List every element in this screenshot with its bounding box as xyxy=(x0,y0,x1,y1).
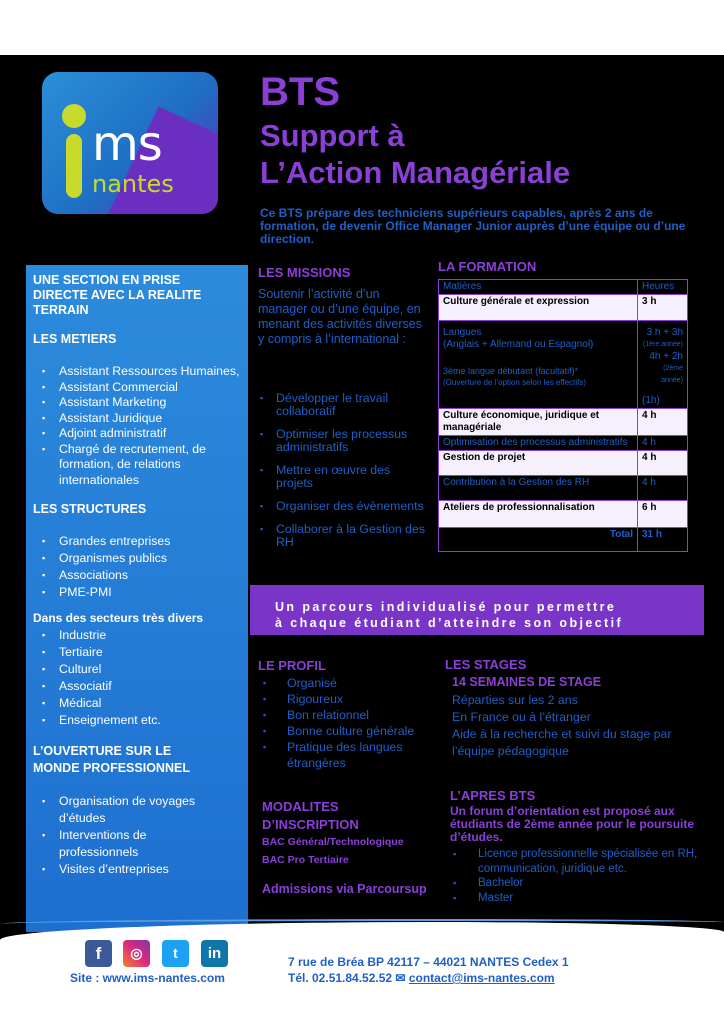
title-line3: L’Action Managériale xyxy=(260,155,571,190)
footer xyxy=(0,922,724,1000)
list-item: ▪ Culturel xyxy=(33,661,242,678)
cell-matiere xyxy=(439,321,638,409)
structures-list xyxy=(33,533,242,601)
list-item: ▪ Enseignement etc. xyxy=(33,712,242,729)
langues-s1: (1ère année) xyxy=(642,341,683,348)
list-item: ▪ Assistant Marketing xyxy=(33,395,242,411)
modalites-bac1: BAC Général/Technologique xyxy=(262,836,404,848)
cell-matiere: Gestion de projet xyxy=(439,451,638,476)
stages-subheading: 14 SEMAINES DE STAGE xyxy=(452,675,602,689)
footer-swoosh xyxy=(0,919,724,927)
formation-table xyxy=(438,279,688,552)
cell-matiere: Culture économique, juridique et managériale xyxy=(439,409,638,436)
langues-s2: (2ème année) xyxy=(661,365,683,384)
stages-line: Aide à la recherche et suivi du stage par l’équipe pédagogique xyxy=(452,727,672,758)
title-bts: BTS xyxy=(260,70,340,114)
table-row xyxy=(439,501,688,528)
table-row xyxy=(439,476,688,501)
langues-h1: 3 h + 3h xyxy=(646,327,683,338)
intro-text: Ce BTS prépare des techniciens supérieurs capables, après 2 ans de formation, de devenir Office Manager Junior auprès d’une équipe ou d’une direction. xyxy=(260,206,686,246)
cell-matiere: Ateliers de professionnalisation xyxy=(439,501,638,528)
cell-heures: 4 h xyxy=(638,436,688,451)
title-line2: Support à xyxy=(260,118,405,153)
list-item: ▪ Bachelor xyxy=(450,876,700,891)
phone: Tél. 02.51.84.52.52 xyxy=(288,971,396,985)
mail-icon: ✉ xyxy=(395,971,406,985)
website-link[interactable]: Site : www.ims-nantes.com xyxy=(70,971,225,985)
logo-i-stem xyxy=(66,134,82,198)
formation-heading: LA FORMATION xyxy=(438,259,537,274)
list-item: ▪ Pratique des langues étrangères xyxy=(258,739,438,771)
lv3-detail: (Ouverture de l’option selon les effectifs) xyxy=(443,378,587,387)
list-item: ▪ Adjoint administratif xyxy=(33,426,242,442)
col-matieres: Matières xyxy=(439,280,638,295)
profil-list xyxy=(258,675,438,771)
list-item: ▪ Master xyxy=(450,891,700,906)
stages-line: En France ou à l’étranger xyxy=(452,710,591,724)
list-item: ▪ Assistant Commercial xyxy=(33,380,242,396)
admission-parcoursup: Admissions via Parcoursup xyxy=(262,882,427,896)
list-item: ▪ Associations xyxy=(33,567,242,584)
apres-list xyxy=(450,847,700,905)
list-item: ▪ Organisation de voyages d’études xyxy=(33,793,223,827)
profil-heading: LE PROFIL xyxy=(258,658,326,673)
table-row xyxy=(439,295,688,321)
list-item: ▪ Optimiser les processus administratifs xyxy=(258,428,428,454)
secteurs-list xyxy=(33,627,242,729)
list-item: ▪ Tertiaire xyxy=(33,644,242,661)
ouverture-heading: L’OUVERTURE SUR LE MONDE PROFESSIONNEL xyxy=(33,744,190,775)
section-heading: UNE SECTION EN PRISE DIRECTE AVEC LA REALITE TERRAIN xyxy=(33,273,202,317)
modalites-line1: MODALITES xyxy=(262,799,339,814)
list-item: ▪ Assistant Juridique xyxy=(33,411,242,427)
lv3-h: (1h) xyxy=(642,395,660,406)
list-item: ▪ Collaborer à la Gestion des RH xyxy=(258,523,428,549)
contact-line xyxy=(288,971,555,985)
table-total-row xyxy=(439,528,688,552)
address: 7 rue de Bréa BP 42117 – 44021 NANTES Cedex 1 xyxy=(288,955,569,969)
cell-total-value: 31 h xyxy=(638,528,688,552)
cell-matiere: Contribution à la Gestion des RH xyxy=(439,476,638,501)
apres-intro: Un forum d’orientation est proposé aux étudiants de 2ème année pour le poursuite d’études. xyxy=(450,804,695,844)
modalites-bac2: BAC Pro Tertiaire xyxy=(262,854,349,866)
instagram-icon[interactable]: ◎ xyxy=(123,940,150,967)
list-item: ▪ Rigoureux xyxy=(258,691,438,707)
stages-text xyxy=(452,692,702,760)
langues-label: Langues xyxy=(443,327,482,338)
list-item: ▪ Licence professionnelle spécialisée en RH, communication, juridique etc. xyxy=(450,847,700,876)
list-item: ▪ PME-PMI xyxy=(33,584,242,601)
banner-line2: à chaque étudiant d’atteindre son objectif xyxy=(275,616,624,630)
ims-nantes-logo xyxy=(42,72,218,214)
linkedin-icon[interactable]: in xyxy=(201,940,228,967)
list-item: ▪ Organismes publics xyxy=(33,550,242,567)
missions-list xyxy=(258,392,428,559)
email-link[interactable]: contact@ims-nantes.com xyxy=(408,971,555,985)
list-item: ▪ Interventions de professionnels xyxy=(33,827,223,861)
list-item: ▪ Organiser des évènements xyxy=(258,500,428,513)
list-item: ▪ Assistant Ressources Humaines, xyxy=(33,364,242,380)
metiers-list xyxy=(33,364,242,488)
apres-heading: L’APRES BTS xyxy=(450,788,536,803)
metiers-heading: LES METIERS xyxy=(33,332,117,346)
cell-heures xyxy=(638,321,688,409)
logo-i-dot xyxy=(62,104,86,128)
table-header-row xyxy=(439,280,688,295)
list-item: ▪ Médical xyxy=(33,695,242,712)
slogan-banner xyxy=(250,585,704,635)
cell-heures: 4 h xyxy=(638,451,688,476)
list-item: ▪ Développer le travail collaboratif xyxy=(258,392,428,418)
stages-heading: LES STAGES xyxy=(445,657,527,672)
table-row xyxy=(439,436,688,451)
lv3-label: 3ème langue débutant (facultatif)* xyxy=(443,366,579,376)
twitter-icon[interactable]: t xyxy=(162,940,189,967)
modalites-list xyxy=(262,833,404,869)
banner-line1: Un parcours individualisé pour permettre xyxy=(275,600,617,614)
logo-ms-text: ms xyxy=(92,116,162,172)
cell-matiere: Culture générale et expression xyxy=(439,295,638,321)
list-item: ▪ Bon relationnel xyxy=(258,707,438,723)
list-item: ▪ Organisé xyxy=(258,675,438,691)
modalites-line2: D’INSCRIPTION xyxy=(262,817,359,832)
logo-nantes-text: nantes xyxy=(92,170,174,198)
cell-heures: 4 h xyxy=(638,476,688,501)
cell-heures: 4 h xyxy=(638,409,688,436)
cell-matiere: Optimisation des processus administratifs xyxy=(439,436,638,451)
table-row xyxy=(439,409,688,436)
table-row xyxy=(439,451,688,476)
cell-heures: 6 h xyxy=(638,501,688,528)
list-item: ▪ Mettre en œuvre des projets xyxy=(258,464,428,490)
ouverture-list xyxy=(33,793,223,878)
col-heures: Heures xyxy=(638,280,688,295)
list-item: ▪ Industrie xyxy=(33,627,242,644)
list-item: ▪ Associatif xyxy=(33,678,242,695)
langues-detail: (Anglais + Allemand ou Espagnol) xyxy=(443,339,594,350)
modalites-heading xyxy=(262,798,359,834)
stages-line: Réparties sur les 2 ans xyxy=(452,693,578,707)
left-column xyxy=(26,265,248,932)
langues-h2: 4h + 2h xyxy=(649,351,683,362)
structures-heading: LES STRUCTURES xyxy=(33,502,147,516)
secteurs-heading: Dans des secteurs très divers xyxy=(33,611,204,625)
cell-heures: 3 h xyxy=(638,295,688,321)
list-item: ▪ Visites d’entreprises xyxy=(33,861,223,878)
list-item: ▪ Bonne culture générale xyxy=(258,723,438,739)
flyer-page xyxy=(0,55,724,1000)
table-row xyxy=(439,321,688,409)
missions-heading: LES MISSIONS xyxy=(258,265,351,280)
facebook-icon[interactable]: f xyxy=(85,940,112,967)
list-item: ▪ Chargé de recrutement, de formation, de relations internationales xyxy=(33,442,242,489)
cell-total-label: Total xyxy=(439,528,638,552)
list-item: ▪ Grandes entreprises xyxy=(33,533,242,550)
missions-intro: Soutenir l’activité d’un manager ou d’une équipe, en menant des activités diverses y compris à l’international : xyxy=(258,287,422,346)
